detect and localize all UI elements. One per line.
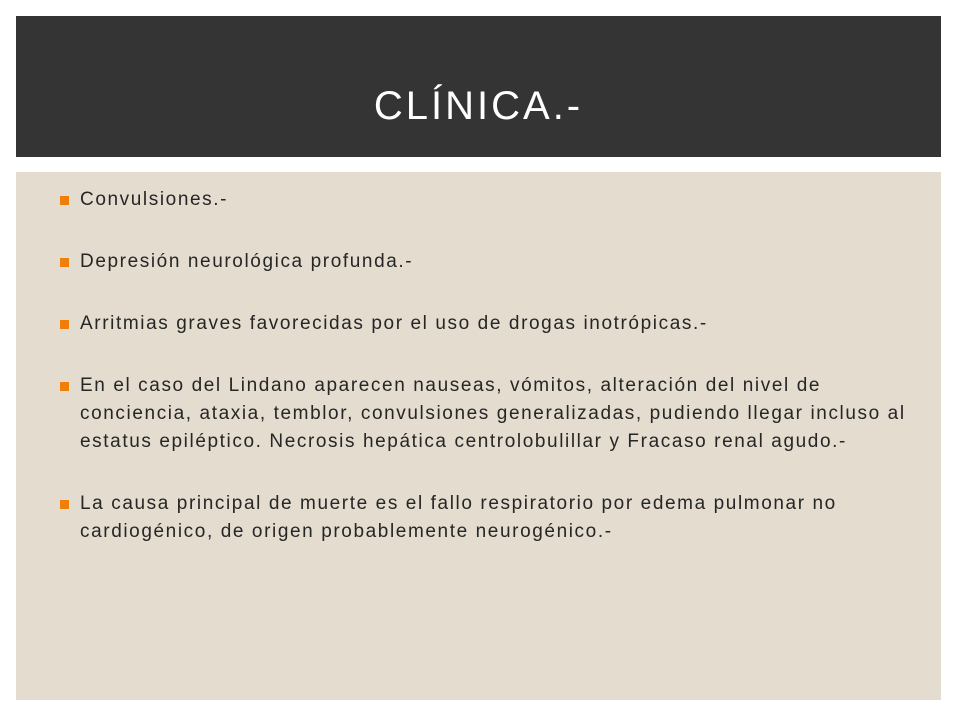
- slide-title: CLÍNICA.-: [373, 84, 584, 128]
- square-bullet-icon: [60, 382, 69, 391]
- square-bullet-icon: [60, 500, 69, 509]
- bullet-item: [60, 186, 920, 214]
- square-bullet-icon: [60, 320, 69, 329]
- bullet-item: [60, 310, 920, 338]
- bullet-text: Convulsiones.-: [80, 189, 229, 210]
- bullet-text: Arritmias graves favorecidas por el uso de drogas inotrópicas.-: [80, 313, 708, 334]
- title-bar: [16, 16, 941, 157]
- square-bullet-icon: [60, 196, 69, 205]
- bullet-text: La causa principal de muerte es el fallo respiratorio por edema pulmonar no cardiogénico, de origen probablemente neurogénico.-: [80, 493, 837, 542]
- bullet-text: Depresión neurológica profunda.-: [80, 251, 414, 272]
- bullet-list: [60, 186, 920, 580]
- bullet-item: [60, 372, 920, 456]
- bullet-text: En el caso del Lindano aparecen nauseas, vómitos, alteración del nivel de conciencia, ataxia, temblor, convulsiones generalizadas, pudiendo llegar incluso al estatus epiléptico. Necrosis hepática centrolobulillar y Fracaso renal agudo.-: [80, 375, 906, 452]
- square-bullet-icon: [60, 258, 69, 267]
- bullet-item: [60, 248, 920, 276]
- bullet-item: [60, 490, 920, 546]
- content-area: [16, 172, 941, 700]
